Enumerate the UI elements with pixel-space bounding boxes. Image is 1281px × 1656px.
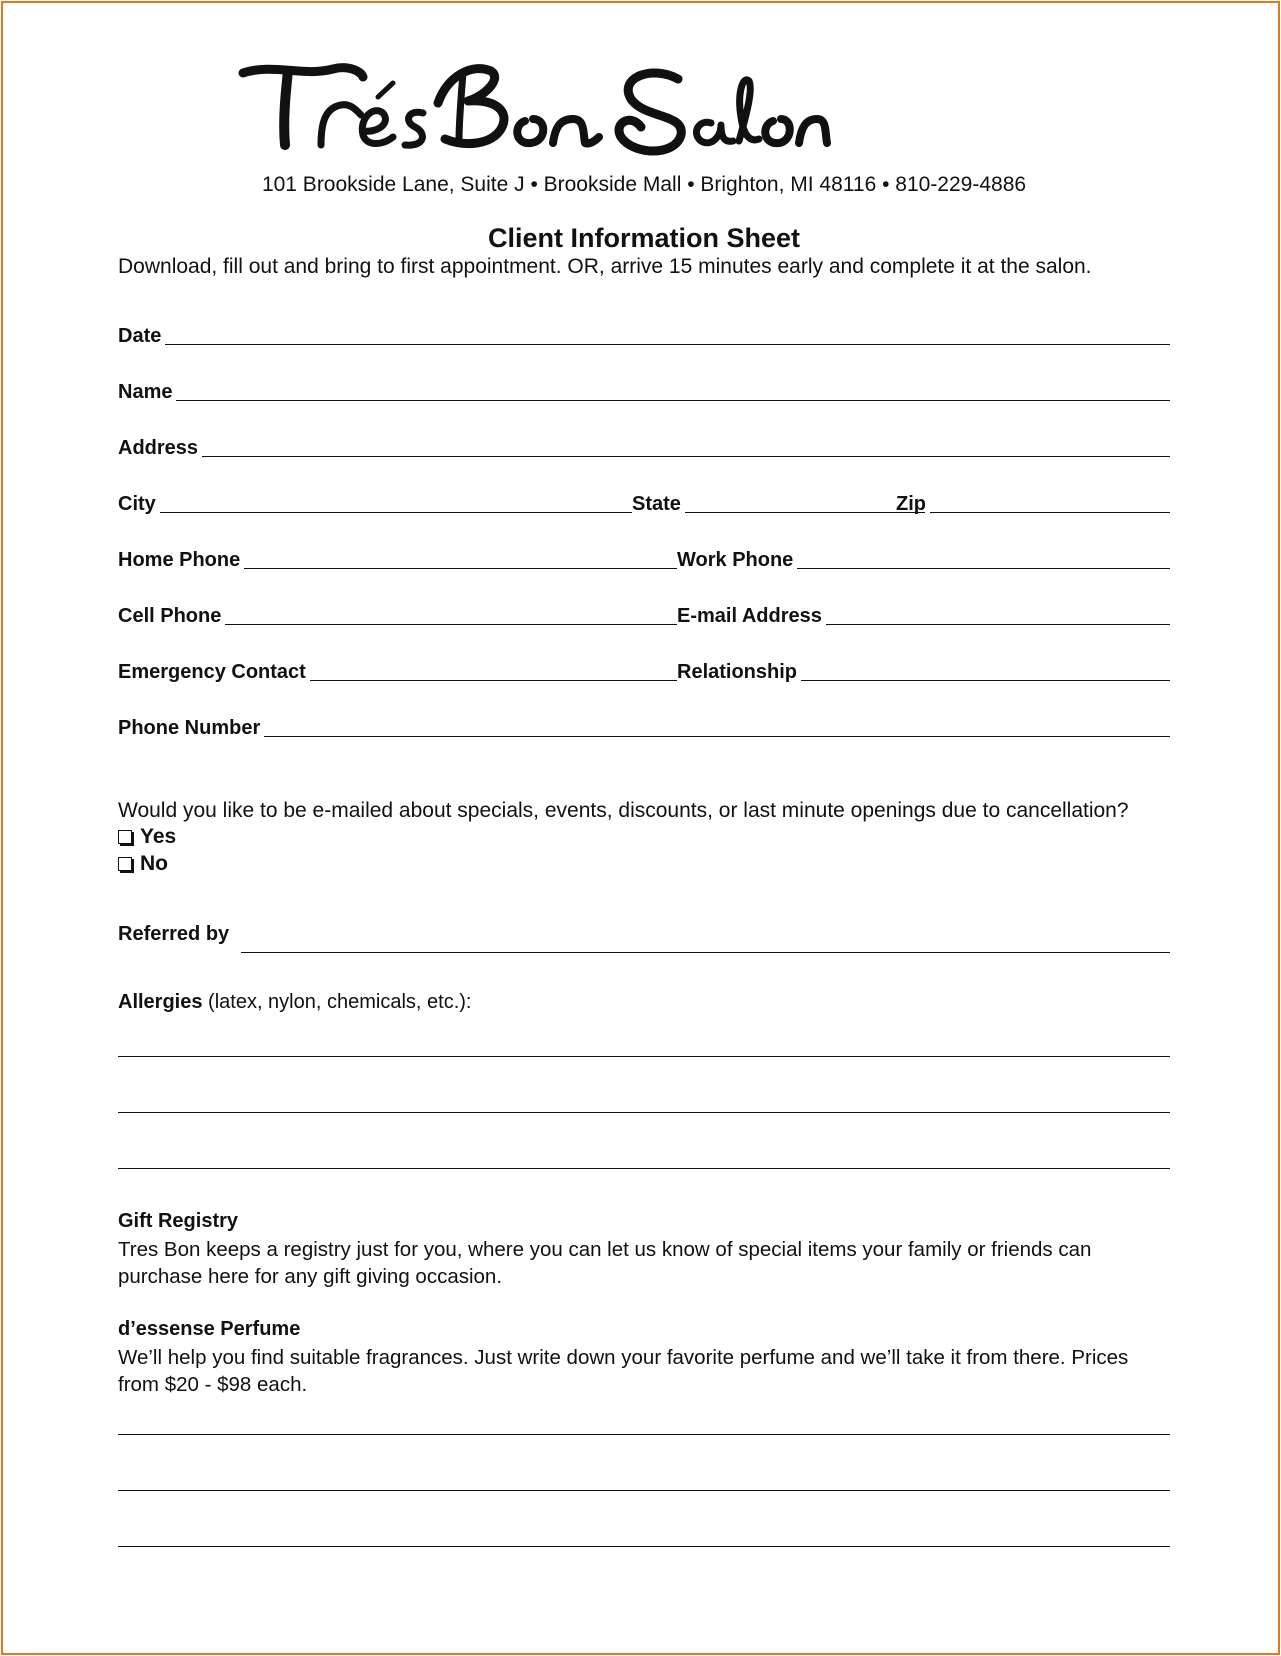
- allergies-label: [118, 991, 471, 1014]
- page-title: Client Information Sheet: [487, 223, 801, 253]
- address-row: [118, 429, 1170, 461]
- date-row: [118, 317, 1170, 349]
- allergies-hint: (latex, nylon, chemicals, etc.):: [202, 991, 472, 1013]
- phone-number-row: [118, 709, 1170, 741]
- emergency-contact-field[interactable]: [310, 652, 677, 681]
- address-field[interactable]: [202, 428, 1170, 457]
- option-yes-label: Yes: [140, 825, 177, 848]
- gift-registry-text: Tres Bon keeps a registry just for you, where you can let us know of special items your family or friends can purchase here for any gift giving occasion.: [118, 1238, 1092, 1288]
- perfume-line-2[interactable]: [118, 1490, 1170, 1491]
- home-phone-label: Home Phone: [118, 549, 241, 571]
- zip-field[interactable]: [930, 484, 1170, 513]
- perfume-line-1[interactable]: [118, 1434, 1170, 1435]
- name-label: Name: [118, 381, 173, 403]
- option-no-label: No: [140, 852, 168, 875]
- salon-logo-script: [233, 53, 833, 163]
- checkbox-icon[interactable]: [118, 830, 132, 844]
- gift-registry-heading: Gift Registry: [118, 1210, 239, 1232]
- salon-logo: [233, 53, 833, 163]
- option-yes[interactable]: [118, 825, 176, 849]
- option-no[interactable]: [118, 852, 168, 876]
- emergency-contact-label: Emergency Contact: [118, 661, 306, 683]
- work-phone-field[interactable]: [797, 540, 1170, 569]
- phone-number-label: Phone Number: [118, 717, 261, 739]
- state-label: State: [632, 493, 681, 515]
- allergies-line-1[interactable]: [118, 1056, 1170, 1057]
- email-field[interactable]: [826, 596, 1170, 625]
- city-field[interactable]: [160, 484, 632, 513]
- state-field[interactable]: [685, 484, 925, 513]
- allergies-line-2[interactable]: [118, 1112, 1170, 1113]
- salon-address: 101 Brookside Lane, Suite J • Brookside Mall • Brighton, MI 48116 • 810-229-4886: [261, 173, 1027, 196]
- phone-row: [118, 541, 1170, 573]
- instructions-text: Download, fill out and bring to first appointment. OR, arrive 15 minutes early and complete it at the salon.: [118, 255, 1092, 278]
- perfume-line-3[interactable]: [118, 1546, 1170, 1547]
- city-label: City: [118, 493, 156, 515]
- name-field[interactable]: [176, 372, 1170, 401]
- referred-by-label: Referred by: [118, 923, 230, 945]
- home-phone-field[interactable]: [244, 540, 677, 569]
- perfume-heading: d’essense Perfume: [118, 1318, 301, 1340]
- phone-number-field[interactable]: [264, 708, 1170, 737]
- referred-by-field[interactable]: [241, 924, 1170, 953]
- page-frame: [1, 1, 1280, 1655]
- emergency-row: [118, 653, 1170, 685]
- date-field[interactable]: [165, 316, 1170, 345]
- referred-by-row: [118, 921, 1170, 953]
- date-label: Date: [118, 325, 162, 347]
- relationship-label: Relationship: [677, 661, 798, 683]
- allergies-title: Allergies: [118, 991, 203, 1013]
- zip-label: Zip: [896, 493, 926, 515]
- allergies-line-3[interactable]: [118, 1168, 1170, 1169]
- checkbox-icon[interactable]: [118, 857, 132, 871]
- cell-email-row: [118, 597, 1170, 629]
- perfume-text: We’ll help you find suitable fragrances. Just write down your favorite perfume and we’ll take it from there. Prices from $20 - $98 each.: [118, 1346, 1129, 1396]
- email-label: E-mail Address: [677, 605, 822, 627]
- cell-phone-field[interactable]: [225, 596, 677, 625]
- email-question: Would you like to be e-mailed about specials, events, discounts, or last minute openings due to cancellation?: [118, 799, 1129, 822]
- city-state-zip-row: [118, 485, 1170, 517]
- address-label: Address: [118, 437, 199, 459]
- relationship-field[interactable]: [801, 652, 1170, 681]
- cell-phone-label: Cell Phone: [118, 605, 222, 627]
- name-row: [118, 373, 1170, 405]
- work-phone-label: Work Phone: [677, 549, 794, 571]
